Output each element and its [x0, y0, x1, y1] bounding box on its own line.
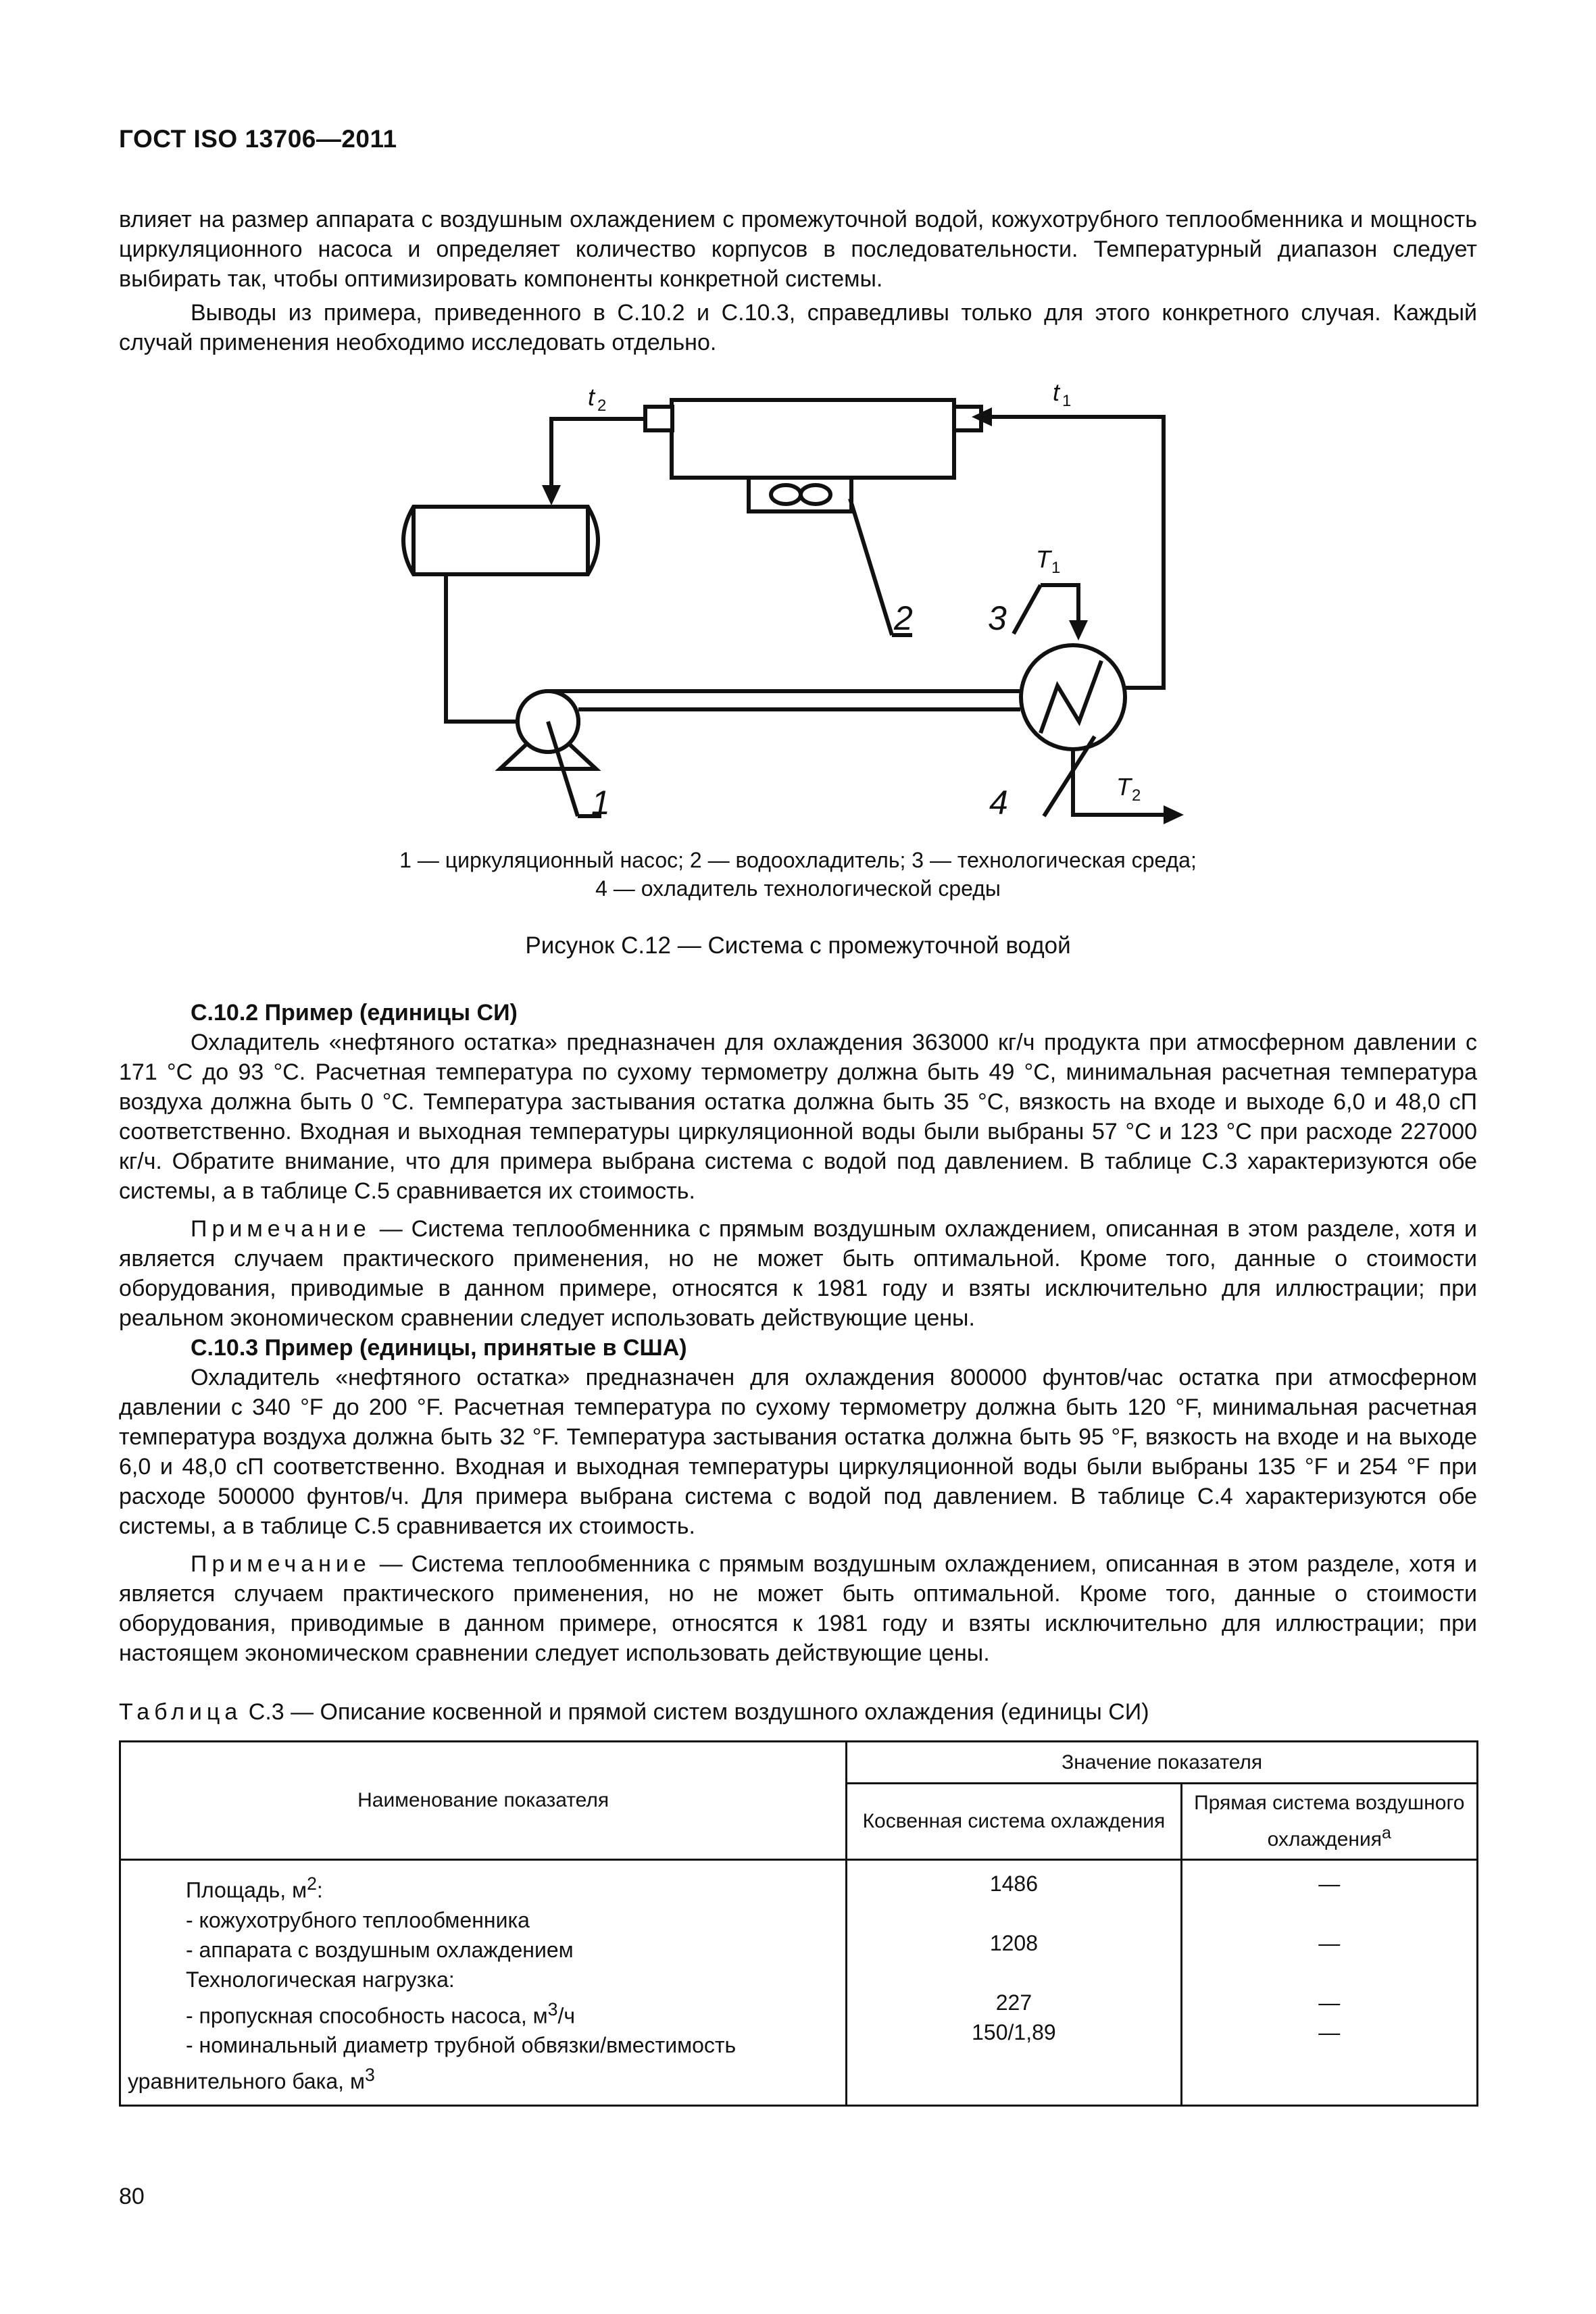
row-aircooler: - аппарата с воздушным охлаждением — [186, 1937, 574, 1962]
system-diagram — [378, 375, 1223, 841]
value-aircooler: 1208 — [989, 1931, 1038, 1955]
note-label: Примечание — [191, 1216, 371, 1242]
table-caption-label: Таблица — [119, 1699, 243, 1725]
header-value: Значение показателя — [847, 1742, 1478, 1784]
note-text: — Система теплообменника с прямым воздушным охлаждением, описанная в этом разделе, хотя и является случаем практического применения, но не может быть оптимальной. Кроме того, данные о стоимости оборудования, приводимые в данном примере, относятся к 1981 году и взяты исключительно для иллюстрации; при настоящем экономическом сравнении следует использовать действующие цены. — [119, 1551, 1477, 1666]
table-caption-text: С.3 — Описание косвенной и прямой систем воздушного охлаждения (единицы СИ) — [242, 1699, 1149, 1725]
section-c102-body: Охладитель «нефтяного остатка» предназначен для охлаждения 363000 кг/ч продукта при атмосферном давлении с 171 °С до 93 °С. Расчетная температура по сухому термометру должна быть 49 °С, минимальная расчетная температура воздуха должна быть 0 °С. Температура застывания остатка должна быть 35 °С, вязкость на входе и выходе 6,0 и 48,0 сП соответственно. Входная и выходная температуры циркуляционной воды были выбраны 57 °С и 123 °С при расходе 227000 кг/ч. Обратите внимание, что для примера выбрана система с водой под давлением. В таблице С.3 характеризуются обе системы, а в таблице С.5 сравнивается их стоимость. — [119, 1030, 1477, 1204]
label-1: 1 — [591, 784, 610, 822]
dash-aircooler: — — [1318, 1931, 1341, 1955]
row-pump: - пропускная способность насоса, $м^3/ч$ — [186, 1998, 576, 2028]
label-3: 3 — [988, 599, 1007, 637]
label-2: 2 — [894, 599, 913, 637]
row-process: Технологическая нагрузка: — [186, 1967, 455, 1992]
row-diameter-cont: уравнительного бака, $м^3$ — [128, 2065, 375, 2094]
section-c103-body: Охладитель «нефтяного остатка» предназначен для охлаждения 800000 фунтов/час остатка при атмосферном давлении с 340 °F до 200 °F. Расчетная температура по сухому термометру должна быть 120 °F, минимальная расчетная температура воздуха должна быть 32 °F. Температура застывания остатка должна быть 95 °F, вязкость на входе и на выходе 6,0 и 48,0 сП соответственно. Входная и выходная температуры циркуляционной воды были выбраны 135 °F и 254 °F при расходе 500000 фунтов/ч. Для примера выбрана система с водой под давлением. В таблице С.4 характеризуются обе системы, а в таблице С.5 сравнивается их стоимость. — [119, 1365, 1477, 1539]
note-label: Примечание — [191, 1551, 371, 1577]
footnote-mark: а — [1382, 1823, 1391, 1842]
dash-diameter: — — [1318, 2020, 1341, 2044]
note-text: — Система теплообменника с прямым воздушным охлаждением, описанная в этом разделе, хотя и является случаем практического применения, но не может быть оптимальной. Кроме того, данные о стоимости оборудования, приводимые в данном примере, относятся к 1981 году и взяты исключительно для иллюстрации; при реальном экономическом сравнении следует использовать действующие цены. — [119, 1216, 1477, 1331]
header-direct: Прямая система воздушного охлаждения$^а$ — [1181, 1784, 1477, 1860]
document-header: ГОСТ ISO 13706—2011 — [119, 125, 397, 153]
label-4: 4 — [989, 784, 1008, 822]
header-indirect: Косвенная система охлаждения — [847, 1784, 1181, 1860]
section-c102-note — [119, 1214, 1477, 1333]
column-indirect-values — [847, 1860, 1181, 2106]
section-c102-heading: С.10.2 Пример (единицы СИ) — [191, 1000, 518, 1026]
header-name: Наименование показателя — [120, 1742, 847, 1860]
label-T1: T — [1036, 545, 1051, 573]
label-t2-sub: 2 — [597, 397, 607, 415]
row-area: Площадь, $м^2$: — [186, 1873, 323, 1903]
figure-legend-line-1: 1 — циркуляционный насос; 2 — водоохладитель; 3 — технологическая среда; — [399, 848, 1197, 872]
label-T1-sub: 1 — [1051, 559, 1061, 577]
value-pump: 227 — [995, 1990, 1032, 2015]
figure-caption: Рисунок С.12 — Система с промежуточной водой — [525, 932, 1071, 959]
column-direct-values — [1181, 1860, 1477, 2106]
table-c3 — [119, 1740, 1478, 2107]
row-labels — [120, 1860, 847, 2106]
dash-pump: — — [1318, 1990, 1341, 2015]
figure-legend-line-2: 4 — охладитель технологической среды — [595, 876, 1001, 901]
intro-paragraph-1: влияет на размер аппарата с воздушным охлаждением с промежуточной водой, кожухотрубного теплообменника и мощность циркуляционного насоса и определяет количество корпусов в последовательности. Температурный диапазон следует выбирать так, чтобы оптимизировать компоненты конкретной системы. — [119, 207, 1477, 292]
row-shell: - кожухотрубного теплообменника — [186, 1907, 530, 1932]
section-c103-note — [119, 1549, 1477, 1668]
label-t1: t — [1053, 378, 1060, 406]
value-area: 1486 — [989, 1871, 1038, 1896]
label-T2: T — [1116, 773, 1131, 801]
label-T2-sub: 2 — [1132, 786, 1141, 805]
page-number: 80 — [119, 2184, 145, 2209]
row-diameter: - номинальный диаметр трубной обвязки/вместимость — [186, 2033, 737, 2058]
value-diameter: 150/1,89 — [972, 2020, 1056, 2044]
intro-paragraph-2: Выводы из примера, приведенного в С.10.2 и С.10.3, справедливы только для этого конкретного случая. Каждый случай применения необходимо исследовать отдельно. — [119, 300, 1477, 355]
section-c103-heading: С.10.3 Пример (единицы, принятые в США) — [191, 1335, 687, 1361]
dash-area: — — [1318, 1871, 1341, 1896]
label-t1-sub: 1 — [1062, 392, 1072, 410]
table-caption — [119, 1699, 1149, 1726]
label-t2: t — [588, 383, 595, 411]
